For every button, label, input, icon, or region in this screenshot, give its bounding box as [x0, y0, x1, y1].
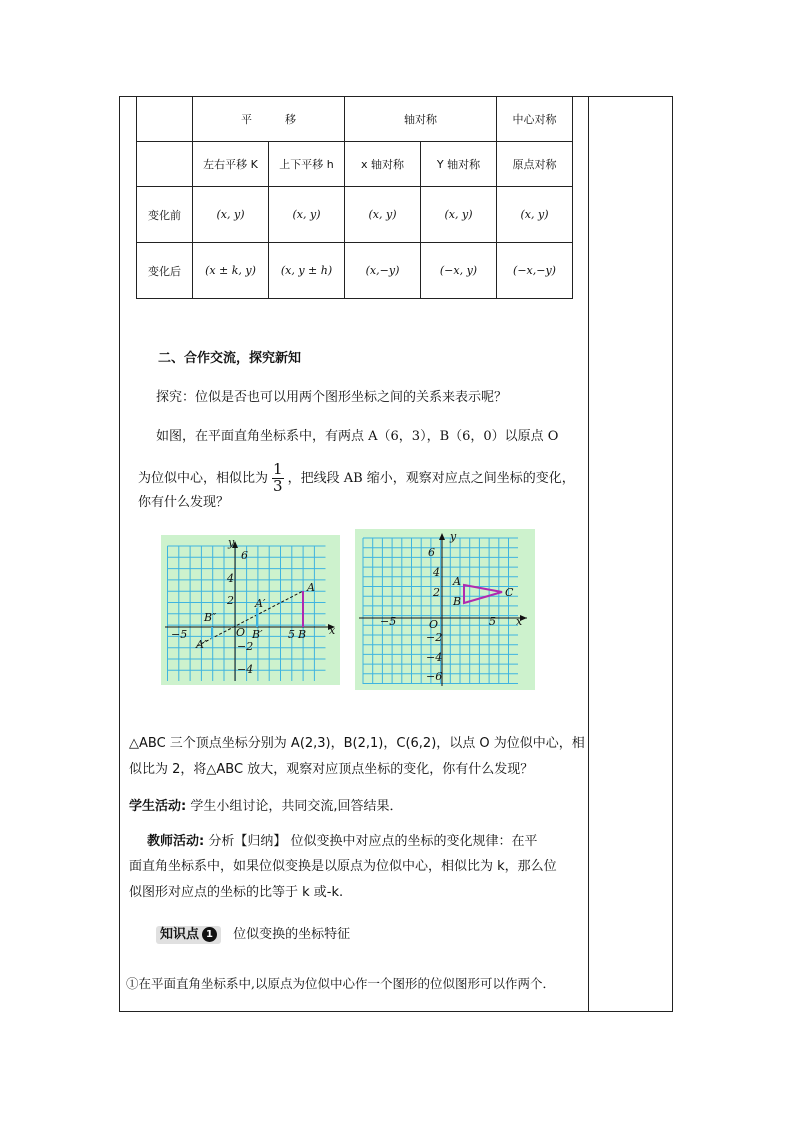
point-label-c: C — [505, 586, 514, 599]
origin-label: O — [429, 618, 439, 631]
similarity-ratio-fraction — [272, 462, 284, 495]
section-heading: 二、合作交流，探究新知 — [158, 351, 302, 366]
table-cell: (x, y) — [421, 187, 497, 243]
axis-label-y: y — [450, 530, 457, 543]
table-subheader: x 轴对称 — [345, 142, 421, 187]
table-subheader: 左右平移 K — [193, 142, 269, 187]
graph-segment-reduction — [161, 535, 340, 685]
teacher-activity-line-1 — [147, 834, 537, 850]
problem-line-2-post: ，把线段 AB 缩小，观察对应点之间坐标的变化， — [287, 470, 575, 486]
table-cell: (x, y) — [193, 187, 269, 243]
grid-lines — [168, 546, 326, 681]
point-label-a: A — [307, 581, 315, 594]
table-cell: (−x,−y) — [497, 243, 573, 299]
fraction-denominator: 3 — [273, 476, 283, 495]
note-text: ①在平面直角坐标系中,以原点为位似中心作一个图形的位似图形可以作两个． — [126, 976, 555, 991]
tick-label-y: −4 — [237, 663, 254, 676]
triangle-text-line-1: △ABC 三个顶点坐标分别为 A(2,3)，B(2,1)，C(6,2)，以点 O 为位似中心，相 — [129, 736, 585, 751]
table-header-translate: 平 移 — [193, 97, 345, 142]
column-divider — [588, 96, 589, 1012]
table-header-center-symmetry: 中心对称 — [497, 97, 573, 142]
point-label-a-prime: A′ — [255, 597, 266, 610]
tick-label-y: 2 — [433, 586, 440, 599]
point-label-a: A — [453, 575, 461, 588]
axis-label-x: x — [329, 624, 336, 637]
knowledge-number: 1 — [202, 927, 217, 942]
knowledge-point — [156, 926, 350, 944]
tick-label-x: −5 — [380, 615, 397, 628]
tick-label-x: 5 — [489, 615, 496, 628]
point-label-b: B — [453, 595, 462, 608]
problem-line-2 — [138, 462, 575, 495]
graph-triangle-enlargement — [355, 529, 535, 690]
tick-label-y: −2 — [237, 640, 254, 653]
student-activity-label: 学生活动: — [129, 799, 187, 814]
explore-text: 探究：位似是否也可以用两个图形坐标之间的关系来表示呢？ — [156, 390, 508, 405]
tick-label-x: 5 — [288, 628, 295, 641]
table-header-axis-symmetry: 轴对称 — [345, 97, 497, 142]
tick-label-y: 2 — [227, 594, 234, 607]
table-cell: (x, y ± h) — [269, 243, 345, 299]
tick-label-y: −4 — [426, 651, 443, 664]
table-cell: (x, y) — [345, 187, 421, 243]
axis-label-y: y — [228, 536, 235, 549]
tick-label-x: −5 — [171, 628, 188, 641]
triangle-text-line-2: 似比为 2，将△ABC 放大，观察对应顶点坐标的变化，你有什么发现？ — [129, 762, 534, 777]
table-cell: (−x, y) — [421, 243, 497, 299]
table-subheader: Y 轴对称 — [421, 142, 497, 187]
knowledge-badge — [156, 926, 221, 944]
problem-line-2-pre: 为位似中心，相似比为 — [138, 470, 269, 486]
table-subheader: 原点对称 — [497, 142, 573, 187]
teacher-activity-line-2: 面直角坐标系中，如果位似变换是以原点为位似中心，相似比为 k，那么位 — [129, 859, 557, 874]
teacher-activity-line-3: 似图形对应点的坐标的比等于 k 或-k. — [129, 885, 344, 900]
table-corner-cell — [137, 97, 193, 142]
table-subheader: 上下平移 h — [269, 142, 345, 187]
origin-label: O — [236, 626, 246, 639]
point-label-b: B — [298, 628, 307, 641]
tick-label-y: 6 — [428, 546, 435, 559]
axis-label-x: x — [516, 615, 523, 628]
tick-label-y: 4 — [227, 572, 234, 585]
tick-label-y: −6 — [426, 670, 443, 683]
transform-table — [136, 96, 573, 299]
problem-line-1: 如图，在平面直角坐标系中，有两点 A（6，3），B（6，0）以原点 O — [156, 429, 559, 444]
student-activity-text: 学生小组讨论，共同交流,回答结果． — [190, 799, 403, 814]
teacher-activity-text: 分析【归纳】 位似变换中对应点的坐标的变化规律：在平 — [208, 834, 538, 849]
table-cell: (x ± k, y) — [193, 243, 269, 299]
knowledge-title: 位似变换的坐标特征 — [233, 927, 351, 942]
table-cell — [137, 142, 193, 187]
table-cell: (x, y) — [269, 187, 345, 243]
row-label-before: 变化前 — [137, 187, 193, 243]
y-axis-arrow — [439, 533, 445, 540]
tick-label-y: 6 — [241, 549, 248, 562]
table-cell: (x,−y) — [345, 243, 421, 299]
point-label-b-double-prime: B″ — [204, 611, 217, 624]
tick-label-y: −2 — [426, 631, 443, 644]
point-label-a-double-prime: A″ — [196, 638, 209, 651]
point-label-b-prime: B′ — [252, 628, 263, 641]
knowledge-badge-label: 知识点 — [160, 927, 200, 942]
fraction-numerator: 1 — [273, 460, 283, 478]
teacher-activity-label: 教师活动: — [147, 834, 205, 849]
row-label-after: 变化后 — [137, 243, 193, 299]
student-activity — [129, 799, 402, 815]
problem-line-3: 你有什么发现？ — [138, 495, 230, 510]
tick-label-y: 4 — [433, 566, 440, 579]
table-cell: (x, y) — [497, 187, 573, 243]
